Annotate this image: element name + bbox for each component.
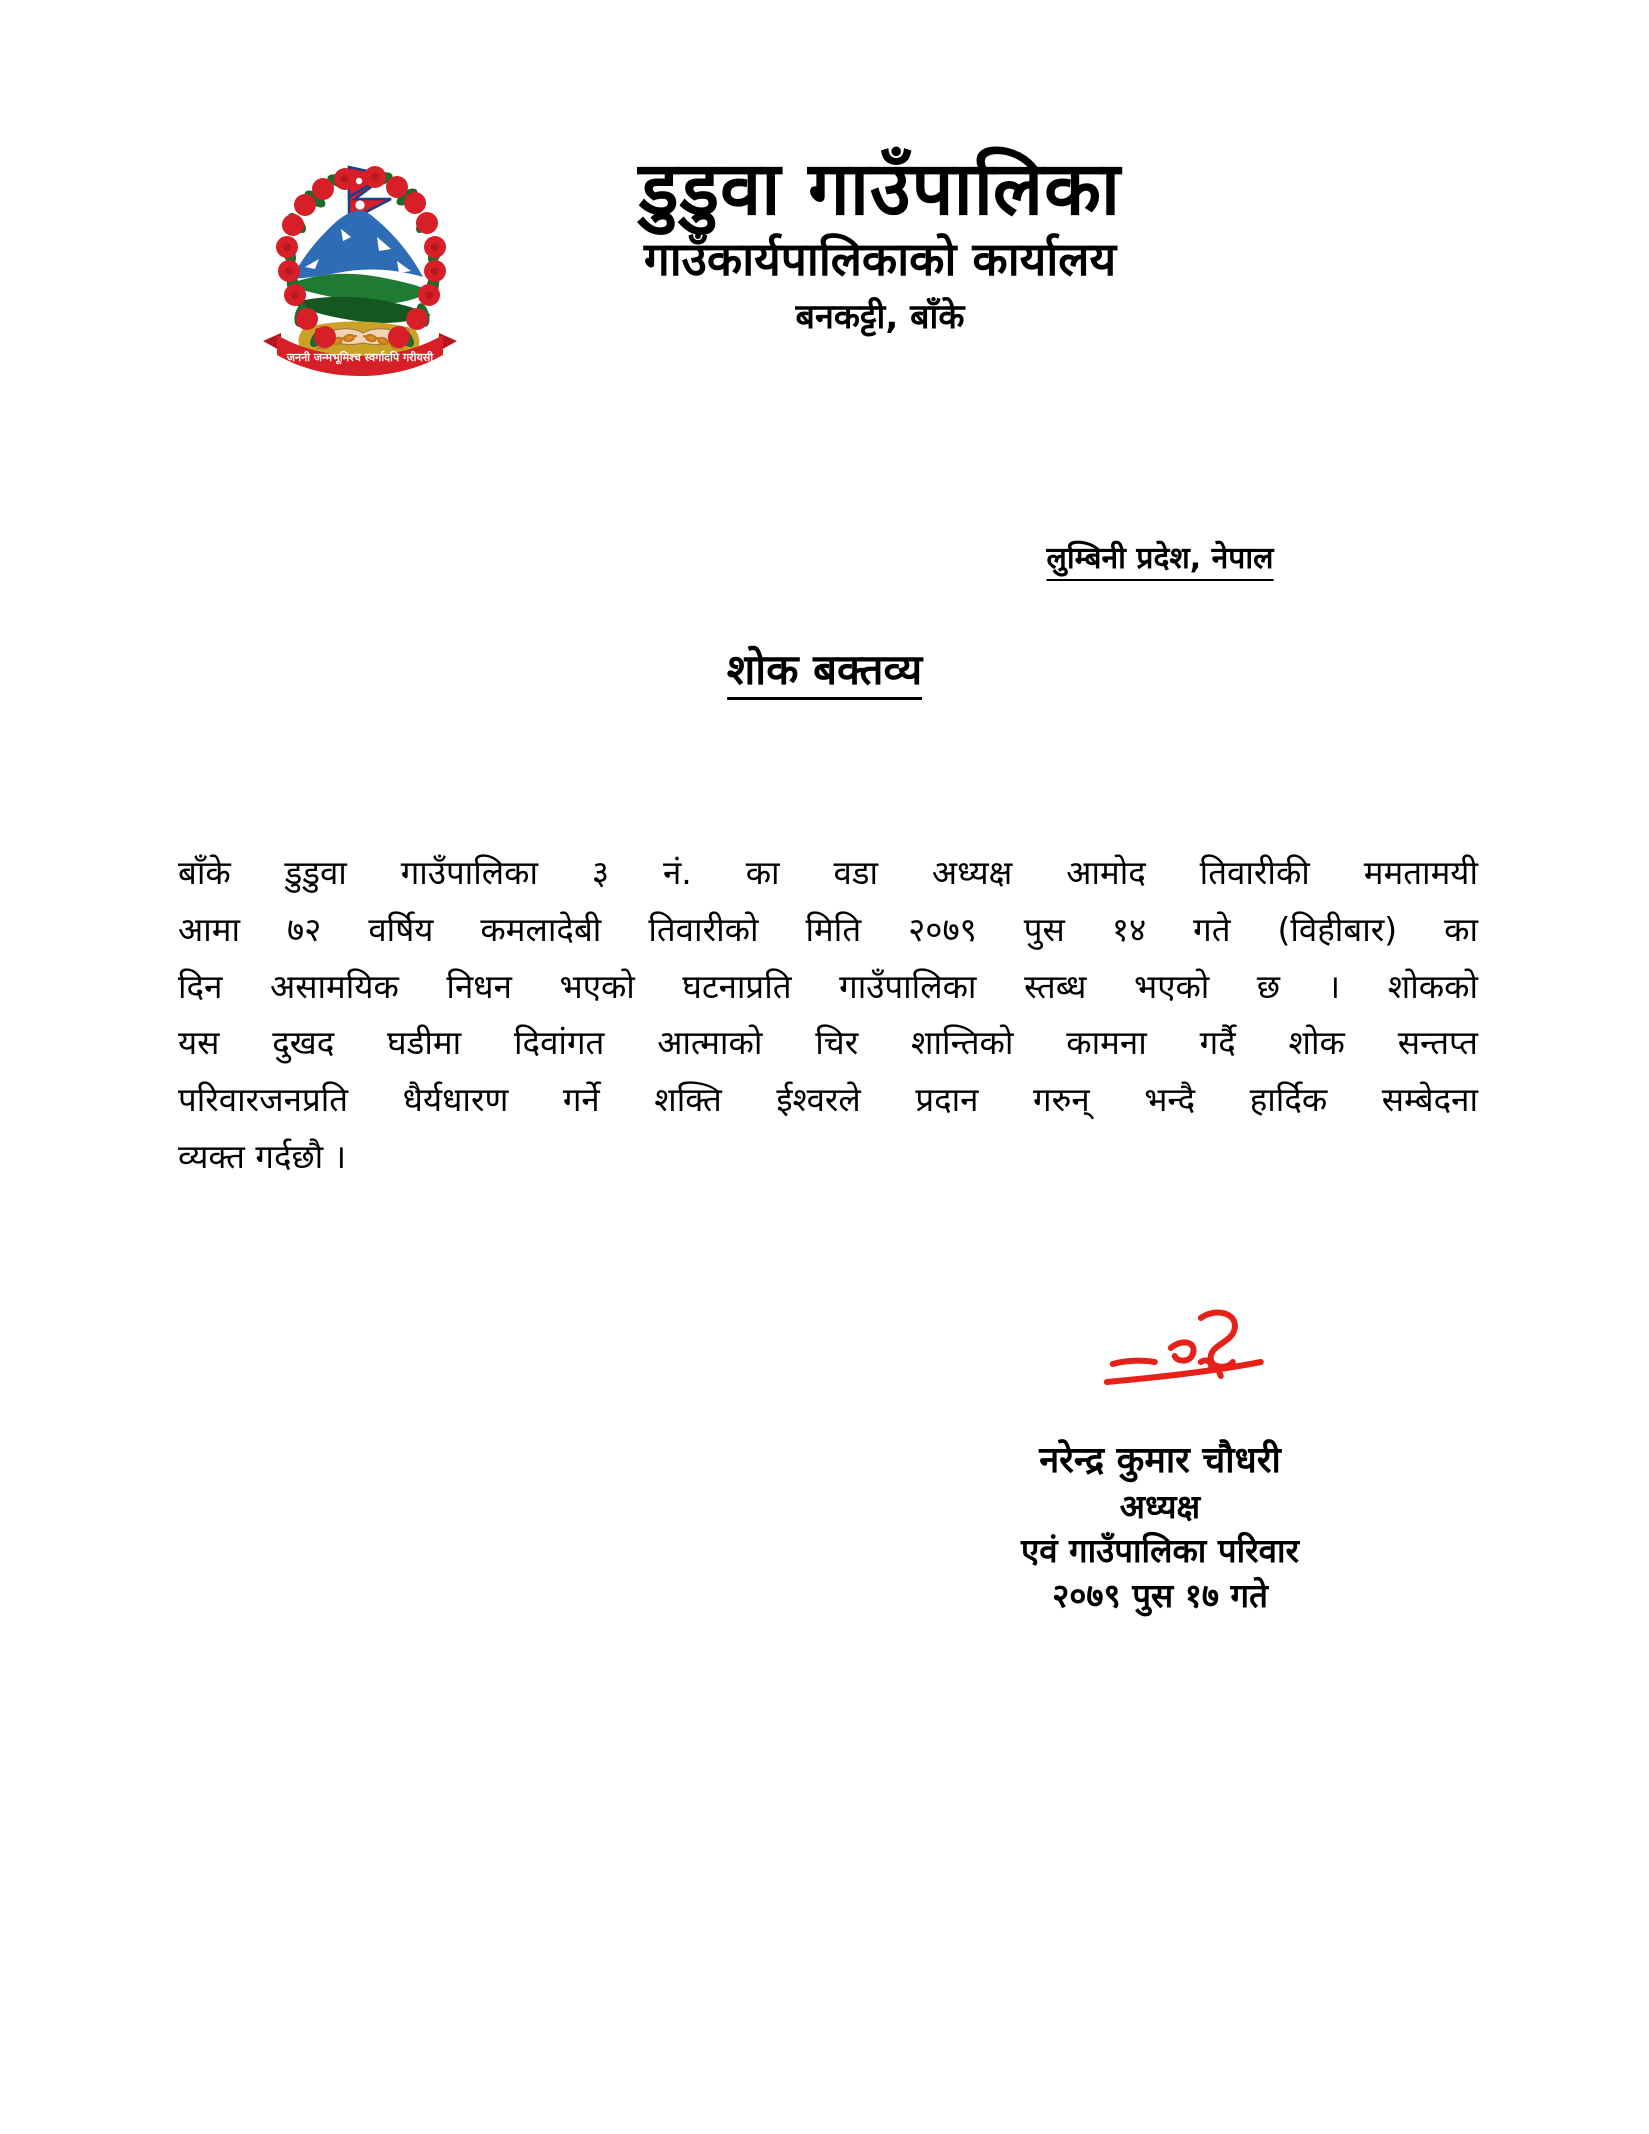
body-line: बाँके डुडुवा गाउँपालिका ३ नं. का वडा अध्यक्ष आमोद तिवारीकी ममतामयी bbox=[178, 853, 1478, 892]
body-line: दिन असामयिक निधन भएको घटनाप्रति गाउँपालिका स्तब्ध भएको छ । शोकको bbox=[178, 966, 1478, 1006]
svg-text:जननी जन्मभूमिश्च स्वर्गादपि गर: जननी जन्मभूमिश्च स्वर्गादपि गरीयसी bbox=[286, 351, 434, 364]
signature-date: २०७९ पुस १७ गते bbox=[1052, 1575, 1268, 1615]
body-line: व्यक्त गर्दछौ । bbox=[178, 1136, 347, 1176]
letterhead bbox=[0, 0, 1649, 576]
document-title bbox=[0, 640, 1649, 697]
signatory-organization: एवं गाउँपालिका परिवार bbox=[1020, 1531, 1300, 1571]
handwritten-signature-icon bbox=[900, 1300, 1420, 1420]
office-address: बनकट्टी, बाँके bbox=[795, 297, 965, 338]
letterhead-text bbox=[430, 146, 1330, 338]
body-line: यस दुखद घडीमा दिवांगत आत्माको चिर शान्तिको कामना गर्दै शोक सन्तप्त bbox=[178, 1023, 1478, 1063]
signature-svg bbox=[1051, 1300, 1311, 1420]
document-body bbox=[178, 845, 1478, 1186]
signatory-role: अध्यक्ष bbox=[1119, 1486, 1201, 1526]
signature-block bbox=[900, 1300, 1420, 1618]
office-name: गाउँकार्यपालिकाको कार्यालय bbox=[643, 231, 1117, 286]
document-title-text: शोक बक्तव्य bbox=[727, 645, 922, 700]
body-line: परिवारजनप्रति धैर्यधारण गर्ने शक्ति ईश्वरले प्रदान गरुन् भन्दै हार्दिक सम्बेदना bbox=[178, 1080, 1478, 1119]
province-name: लुम्बिनी प्रदेश, नेपाल bbox=[1047, 536, 1274, 581]
signatory-name: नरेन्द्र कुमार चौधरी bbox=[1039, 1440, 1281, 1481]
organization-name: डुडुवा गाउँपालिका bbox=[638, 146, 1122, 232]
body-line: आमा ७२ वर्षिय कमलादेबी तिवारीको मिति २०७९ पुस १४ गते (विहीबार) का bbox=[178, 909, 1478, 949]
